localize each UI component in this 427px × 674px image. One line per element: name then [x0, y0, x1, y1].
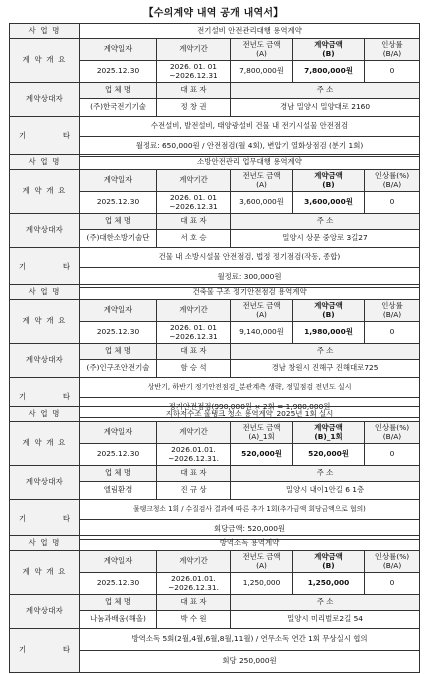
contract-amount: 7,800,000원: [293, 61, 365, 83]
company-name: (주)한국전기기술: [80, 99, 157, 117]
period-header: 계약기간: [157, 300, 231, 322]
address-header: 주 소: [231, 344, 420, 360]
period-header: 계약기간: [157, 39, 231, 61]
contract-table-1: [9, 23, 420, 157]
increase-rate: 0: [365, 444, 420, 466]
contract-date: 2025.12.30: [80, 573, 157, 595]
prev-amount: 520,000원: [231, 444, 293, 466]
party-label: 계약상대자: [10, 214, 80, 248]
company-address: 밀양시 내이1안길 6 1층: [231, 482, 420, 500]
contract-date-header: 계약일자: [80, 300, 157, 322]
prev-amount-header: 전년도 금액 (A): [231, 170, 293, 192]
contract-date-header: 계약일자: [80, 39, 157, 61]
etc-line-1: 물탱크청소 1회 / 수질검사 결과에 따른 추가 1회(추가금액 회당금액으로 협의): [80, 500, 420, 520]
etc-label: 기 타: [10, 117, 80, 157]
contract-amount-header: 계약금액 (B): [293, 551, 365, 573]
contract-amount-header: 계약금액 (B): [293, 300, 365, 322]
etc-line-1: 상반기, 하반기 정기안전점검_분관계측 생략, 정밀점검 전년도 실시: [80, 378, 420, 398]
increase-rate: 0: [365, 61, 420, 83]
business-name-label: 사 업 명: [10, 155, 80, 170]
business-name-label: 사 업 명: [10, 536, 80, 551]
company-header: 업 체 명: [80, 466, 157, 482]
business-name: 소방안전관리 업무대행 용역계약: [80, 155, 420, 170]
increase-rate-header: 인상률(%) (B/A): [365, 422, 420, 444]
increase-rate-header: 인상률(%) (B/A): [365, 170, 420, 192]
company-name: (주)인구조안전기술: [80, 360, 157, 378]
etc-line-1: 수전설비, 발전설비, 태양광설비 건물 내 전기시설물 안전점검: [80, 117, 420, 137]
overview-label: 계 약 개 요: [10, 551, 80, 595]
contract-date-header: 계약일자: [80, 422, 157, 444]
business-name-label: 사 업 명: [10, 407, 80, 422]
increase-rate: 0: [365, 573, 420, 595]
business-name: 방역소독 용역계약: [80, 536, 420, 551]
overview-label: 계 약 개 요: [10, 422, 80, 466]
contract-amount-header: 계약금액 (B)_1회: [293, 422, 365, 444]
company-header: 업 체 명: [80, 344, 157, 360]
contract-amount: 3,600,000원: [293, 192, 365, 214]
contract-period: 2026.01.01. ~2026.12.31.: [157, 573, 231, 595]
contract-period: 2026. 01. 01 ~2026.12.31: [157, 322, 231, 344]
increase-rate: 0: [365, 192, 420, 214]
prev-amount: 1,250,000: [231, 573, 293, 595]
etc-label: 기 타: [10, 500, 80, 540]
ceo-header: 대 표 자: [157, 595, 231, 611]
ceo-header: 대 표 자: [157, 83, 231, 99]
company-name: (주)대한소방기술단: [80, 230, 157, 248]
etc-line-2: 회당금액: 520,000원: [80, 520, 420, 540]
company-name: 엘림환경: [80, 482, 157, 500]
etc-label: 기 타: [10, 248, 80, 288]
ceo-header: 대 표 자: [157, 344, 231, 360]
increase-rate-header: 인상률(%) (B/A): [365, 551, 420, 573]
etc-label: 기 타: [10, 629, 80, 673]
etc-line-1: 건물 내 소방시설물 안전점검, 법정 정기점검(작동, 종합): [80, 248, 420, 268]
address-header: 주 소: [231, 83, 420, 99]
contract-date: 2025.12.30: [80, 61, 157, 83]
business-name: 전기설비 안전관리대행 용역계약: [80, 24, 420, 39]
company-name: 나눔과배움(해올): [80, 611, 157, 629]
company-address: 밀양시 상문 중앙로 3길27: [231, 230, 420, 248]
company-address: 경남 창원시 진해구 진해대로725: [231, 360, 420, 378]
prev-amount-header: 전년도 금액 (A): [231, 39, 293, 61]
prev-amount-header: 전년도 금액 (A): [231, 551, 293, 573]
contract-amount: 1,980,000원: [293, 322, 365, 344]
overview-label: 계 약 개 요: [10, 300, 80, 344]
party-label: 계약상대자: [10, 83, 80, 117]
increase-rate: 0: [365, 322, 420, 344]
overview-label: 계 약 개 요: [10, 170, 80, 214]
business-name: 건축물 구조 정기안전점검 용역계약: [80, 285, 420, 300]
contract-table-2: [9, 154, 420, 288]
contract-amount: 520,000원: [293, 444, 365, 466]
ceo-name: 박 수 원: [157, 611, 231, 629]
increase-rate-header: 인상률 (B/A): [365, 39, 420, 61]
etc-line-2: 월정료: 650,000원 / 안전점검(월 4회), 변압기 열화상점검 (분기 1회): [80, 137, 420, 157]
prev-amount-header: 전년도 금액 (A)_1회: [231, 422, 293, 444]
ceo-header: 대 표 자: [157, 466, 231, 482]
etc-line-2: 월정료: 300,000원: [80, 268, 420, 288]
document-title: 【수의계약 내역 공개 내역서】: [143, 8, 284, 19]
contract-amount: 1,250,000: [293, 573, 365, 595]
contract-date-header: 계약일자: [80, 551, 157, 573]
business-name-label: 사 업 명: [10, 24, 80, 39]
etc-line-2: 정기안전점검(990,000원 × 2회 = 1,980,000원: [80, 398, 420, 418]
address-header: 주 소: [231, 466, 420, 482]
prev-amount: 3,600,000원: [231, 192, 293, 214]
ceo-name: 서 호 승: [157, 230, 231, 248]
contract-table-5: [9, 535, 420, 673]
contract-period: 2026. 01. 01 ~2026.12.31: [157, 61, 231, 83]
contract-amount-header: 계약금액 (B): [293, 170, 365, 192]
prev-amount: 9,140,000원: [231, 322, 293, 344]
contract-period: 2026. 01. 01 ~2026.12.31: [157, 192, 231, 214]
contract-date-header: 계약일자: [80, 170, 157, 192]
contract-period: 2026.01.01. ~2026.12.31.: [157, 444, 231, 466]
prev-amount-header: 전년도 금액 (A): [231, 300, 293, 322]
party-label: 계약상대자: [10, 595, 80, 629]
ceo-name: 진 규 상: [157, 482, 231, 500]
overview-label: 계 약 개 요: [10, 39, 80, 83]
ceo-name: 함 승 석: [157, 360, 231, 378]
contract-table-4: [9, 406, 420, 540]
etc-label: 기 타: [10, 378, 80, 418]
address-header: 주 소: [231, 595, 420, 611]
prev-amount: 7,800,000원: [231, 61, 293, 83]
etc-line-2: 회당 250,000원: [80, 651, 420, 673]
business-name-label: 사 업 명: [10, 285, 80, 300]
contract-date: 2025.12.30: [80, 192, 157, 214]
period-header: 계약기간: [157, 551, 231, 573]
company-address: 경남 밀양시 밀양대로 2160: [231, 99, 420, 117]
business-name: 지하저수조 물탱크 청소 용역계약_2025년 1회 실시: [80, 407, 420, 422]
party-label: 계약상대자: [10, 466, 80, 500]
ceo-header: 대 표 자: [157, 214, 231, 230]
company-address: 밀양시 미리벌로2길 54: [231, 611, 420, 629]
ceo-name: 정 창 권: [157, 99, 231, 117]
etc-line-1: 방역소독 5회(2월,4월,6월,8월,11월) / 연무소독 연간 1회 무상실시 협의: [80, 629, 420, 651]
company-header: 업 체 명: [80, 83, 157, 99]
party-label: 계약상대자: [10, 344, 80, 378]
contract-table-3: [9, 284, 420, 418]
address-header: 주 소: [231, 214, 420, 230]
contract-amount-header: 계약금액 (B): [293, 39, 365, 61]
period-header: 계약기간: [157, 170, 231, 192]
company-header: 업 체 명: [80, 214, 157, 230]
period-header: 계약기간: [157, 422, 231, 444]
contract-date: 2025.12.30: [80, 444, 157, 466]
contract-date: 2025.12.30: [80, 322, 157, 344]
increase-rate-header: 인상률 (B/A): [365, 300, 420, 322]
company-header: 업 체 명: [80, 595, 157, 611]
